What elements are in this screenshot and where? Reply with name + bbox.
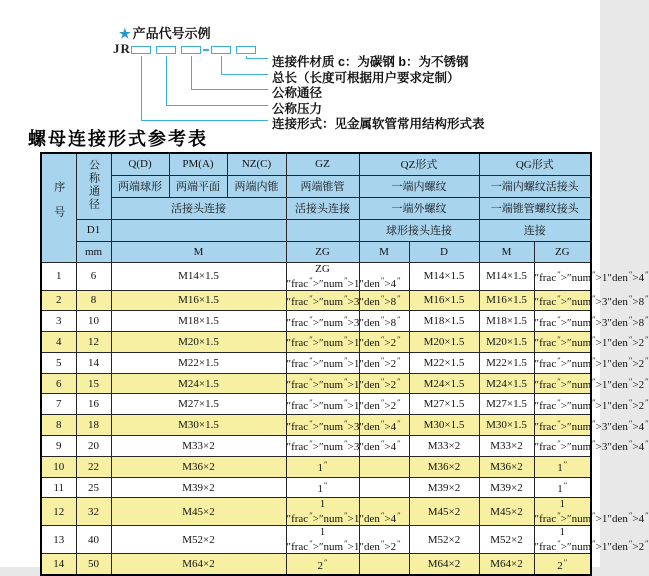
cell-zg-gz: ″frac″>″num″>1″ ″ ″: [286, 394, 359, 415]
cell-m-qg: M18×1.5: [479, 311, 534, 332]
header-col-qg: QG形式: [479, 153, 591, 175]
cell-seq: 9: [41, 436, 76, 457]
cell-m-thread: M16×1.5: [111, 290, 286, 311]
table-title: 螺母连接形式参考表: [28, 129, 208, 149]
code-dash: [203, 49, 209, 51]
cell-d1-mm: 8: [76, 290, 111, 311]
cell-m-thread: M24×1.5: [111, 373, 286, 394]
cell-d-qz: M27×1.5: [409, 394, 479, 415]
cell-zg-qg: ″frac″>″num″>1″den″>2″: [534, 394, 591, 415]
table-row: [41, 436, 591, 457]
cell-m-qg: M30×1.5: [479, 415, 534, 436]
cell-m-qg: M64×2: [479, 554, 534, 575]
table-row: [41, 415, 591, 436]
header-sub-pm: 两端平面: [169, 175, 227, 197]
header-col-nz: NZ(C): [227, 153, 286, 175]
cell-d-qz: M16×1.5: [409, 290, 479, 311]
cell-m-thread: M36×2: [111, 456, 286, 477]
cell-seq: 14: [41, 554, 76, 575]
header-sub-nz: 两端内锥: [227, 175, 286, 197]
cell-m-qg: M16×1.5: [479, 290, 534, 311]
cell-m-qg: M27×1.5: [479, 394, 534, 415]
cell-d1-mm: 32: [76, 498, 111, 526]
label-total-length: 总长（长度可根据用户要求定制）: [272, 70, 460, 85]
header-empty-gz: [286, 219, 359, 241]
table-row: [41, 554, 591, 575]
header-sub-gz: 两端锥管: [286, 175, 359, 197]
cell-m-qz: [359, 456, 409, 477]
cell-d1-mm: 25: [76, 477, 111, 498]
cell-m-thread: M20×1.5: [111, 332, 286, 353]
cell-m-thread: M52×2: [111, 526, 286, 554]
cell-d1-mm: 12: [76, 332, 111, 353]
cell-d1-mm: 16: [76, 394, 111, 415]
cell-zg-qg: ″frac″>″num″>1″den″>2″: [534, 373, 591, 394]
header-nominal-diameter: 公称通径: [76, 153, 111, 219]
cell-zg-gz: ZG ″frac″>″num″>1″ ″ ″: [286, 262, 401, 290]
cell-m-qg: M24×1.5: [479, 373, 534, 394]
diagram-title: [119, 23, 211, 42]
cell-m-qz: [359, 477, 409, 498]
cell-zg-qg: 1″: [534, 456, 591, 477]
header-d1: D1: [76, 219, 111, 241]
cell-m-thread: M14×1.5: [111, 262, 286, 290]
cell-m-thread: M39×2: [111, 477, 286, 498]
table-row: [41, 373, 591, 394]
cell-m-thread: M18×1.5: [111, 311, 286, 332]
header-sub-qz: 一端内螺纹: [359, 175, 479, 197]
header-m-main: M: [111, 241, 286, 262]
cell-seq: 8: [41, 415, 76, 436]
diagram-title-text: 产品代号示例: [132, 26, 211, 41]
cell-seq: 3: [41, 311, 76, 332]
cell-m-thread: M30×1.5: [111, 415, 286, 436]
label-connection-form: 连接形式：见金属软管常用结构形式表: [272, 117, 485, 131]
header-sub2-qg: 一端锥管螺纹接头: [479, 197, 591, 219]
header-col-gz: GZ: [286, 153, 359, 175]
header-m-qz: M: [359, 241, 409, 262]
header-m-qg: M: [479, 241, 534, 262]
table-row: [41, 311, 591, 332]
cell-d1-mm: 10: [76, 311, 111, 332]
cell-zg-qg: ″frac″>″num″>1″den″>2″: [534, 352, 591, 373]
cell-m-thread: M45×2: [111, 498, 286, 526]
cell-d1-mm: 40: [76, 526, 111, 554]
header-zg-gz: ZG: [286, 241, 359, 262]
star-icon: ★: [119, 26, 131, 41]
cell-zg-gz: 1″: [286, 456, 359, 477]
table-row: [41, 262, 591, 290]
header-d-qz: D: [409, 241, 479, 262]
cell-d-qz: M52×2: [409, 526, 479, 554]
header-seq: 序号: [41, 153, 76, 262]
nut-connection-table: [40, 152, 649, 576]
table-row: [41, 394, 591, 415]
cell-zg-gz: ″frac″>″num″>1″ ″ ″: [286, 373, 359, 394]
cell-zg-qg: ″frac″>″num″>3″den″>8″: [534, 311, 591, 332]
cell-d-qz: M64×2: [409, 554, 479, 575]
cell-zg-gz: 1″: [286, 477, 359, 498]
cell-m-qg: M52×2: [479, 526, 534, 554]
cell-d1-mm: 6: [76, 262, 111, 290]
cell-zg-gz: ″frac″>″num″>3″ ″ ″: [286, 436, 359, 457]
cell-zg-gz: ″frac″>″num″>1″ ″ ″: [286, 332, 359, 353]
cell-d-qz: M22×1.5: [409, 352, 479, 373]
cell-d-qz: M18×1.5: [409, 311, 479, 332]
cell-seq: 1: [41, 262, 76, 290]
cell-m-qg: M14×1.5: [479, 262, 534, 290]
cell-zg-qg: ″frac″>″num″>1″den″>4″: [534, 262, 591, 290]
cell-seq: 2: [41, 290, 76, 311]
cell-zg-qg: ″frac″>″num″>3″den″>4″: [534, 436, 591, 457]
cell-d-qz: M14×1.5: [409, 262, 479, 290]
cell-zg-qg: 1 ″frac″>″num″>1″den″>2″: [534, 526, 649, 554]
cell-d-qz: M33×2: [409, 436, 479, 457]
cell-zg-gz: 1 ″frac″>″num″>1″ ″ ″: [286, 498, 401, 526]
cell-zg-gz: ″frac″>″num″>3″ ″ ″: [286, 311, 359, 332]
cell-d1-mm: 22: [76, 456, 111, 477]
label-material: 连接件材质 c：为碳钢 b：为不锈钢: [272, 55, 469, 69]
header-col-q: Q(D): [111, 153, 169, 175]
cell-seq: 10: [41, 456, 76, 477]
cell-seq: 5: [41, 352, 76, 373]
table-row: [41, 332, 591, 353]
cell-m-qg: M39×2: [479, 477, 534, 498]
code-box-1: [131, 46, 151, 54]
cell-m-qz: [359, 554, 409, 575]
cell-zg-qg: ″frac″>″num″>3″den″>8″: [534, 290, 591, 311]
code-prefix: JR: [113, 41, 131, 56]
header-sub2-qz: 一端外螺纹: [359, 197, 479, 219]
cell-m-thread: M22×1.5: [111, 352, 286, 373]
cell-d1-mm: 20: [76, 436, 111, 457]
header-union-connection: 活接头连接: [111, 197, 286, 219]
cell-m-qg: M22×1.5: [479, 352, 534, 373]
header-empty-left: [111, 219, 286, 241]
cell-zg-gz: 2″: [286, 554, 359, 575]
cell-seq: 6: [41, 373, 76, 394]
cell-zg-gz: ″frac″>″num″>3″ ″ ″: [286, 415, 359, 436]
header-sub-qg: 一端内螺纹活接头: [479, 175, 591, 197]
table-body: [41, 262, 649, 575]
cell-d1-mm: 50: [76, 554, 111, 575]
table-row: [41, 290, 591, 311]
cell-seq: 4: [41, 332, 76, 353]
cell-d-qz: M45×2: [409, 498, 479, 526]
connector-line-5: [141, 56, 268, 121]
cell-m-thread: M27×1.5: [111, 394, 286, 415]
cell-m-qg: M20×1.5: [479, 332, 534, 353]
cell-d1-mm: 18: [76, 415, 111, 436]
header-col-qz: QZ形式: [359, 153, 479, 175]
cell-d-qz: M24×1.5: [409, 373, 479, 394]
cell-zg-gz: ″frac″>″num″>1″ ″ ″: [286, 352, 359, 373]
cell-seq: 11: [41, 477, 76, 498]
header-qz-connection: 球形接头连接: [359, 219, 479, 241]
table-row: [41, 477, 591, 498]
table-row: [41, 526, 591, 554]
cell-m-thread: M64×2: [111, 554, 286, 575]
header-mm: mm: [76, 241, 111, 262]
table-row: [41, 498, 591, 526]
code-box-4: [211, 46, 231, 54]
code-box-3: [181, 46, 201, 54]
cell-d-qz: M39×2: [409, 477, 479, 498]
cell-seq: 7: [41, 394, 76, 415]
cell-d-qz: M36×2: [409, 456, 479, 477]
cell-seq: 12: [41, 498, 76, 526]
cell-d-qz: M20×1.5: [409, 332, 479, 353]
cell-zg-qg: 1″: [534, 477, 591, 498]
header-zg-qg: ZG: [534, 241, 591, 262]
cell-zg-gz: ″frac″>″num″>3″ ″ ″: [286, 290, 359, 311]
code-box-5: [236, 46, 256, 54]
header-sub-q: 两端球形: [111, 175, 169, 197]
cell-d1-mm: 15: [76, 373, 111, 394]
table-row: [41, 456, 591, 477]
header-col-pm: PM(A): [169, 153, 227, 175]
cell-m-qg: M45×2: [479, 498, 534, 526]
cell-zg-qg: ″frac″>″num″>3″den″>4″: [534, 415, 591, 436]
cell-m-qg: M33×2: [479, 436, 534, 457]
label-nominal-diameter: 公称通径: [272, 86, 323, 100]
cell-zg-qg: 2″: [534, 554, 591, 575]
cell-zg-qg: 1 ″frac″>″num″>1″den″>4″: [534, 498, 649, 526]
cell-m-qg: M36×2: [479, 456, 534, 477]
cell-m-thread: M33×2: [111, 436, 286, 457]
table-row: [41, 352, 591, 373]
header-gz-connection: 活接头连接: [286, 197, 359, 219]
header-qg-connection: 连接: [479, 219, 591, 241]
cell-zg-qg: ″frac″>″num″>1″den″>2″: [534, 332, 591, 353]
cell-seq: 13: [41, 526, 76, 554]
code-box-2: [156, 46, 176, 54]
label-nominal-pressure: 公称压力: [272, 101, 323, 116]
cell-d-qz: M30×1.5: [409, 415, 479, 436]
cell-d1-mm: 14: [76, 352, 111, 373]
cell-zg-gz: 1 ″frac″>″num″>1″ ″ ″: [286, 526, 401, 554]
